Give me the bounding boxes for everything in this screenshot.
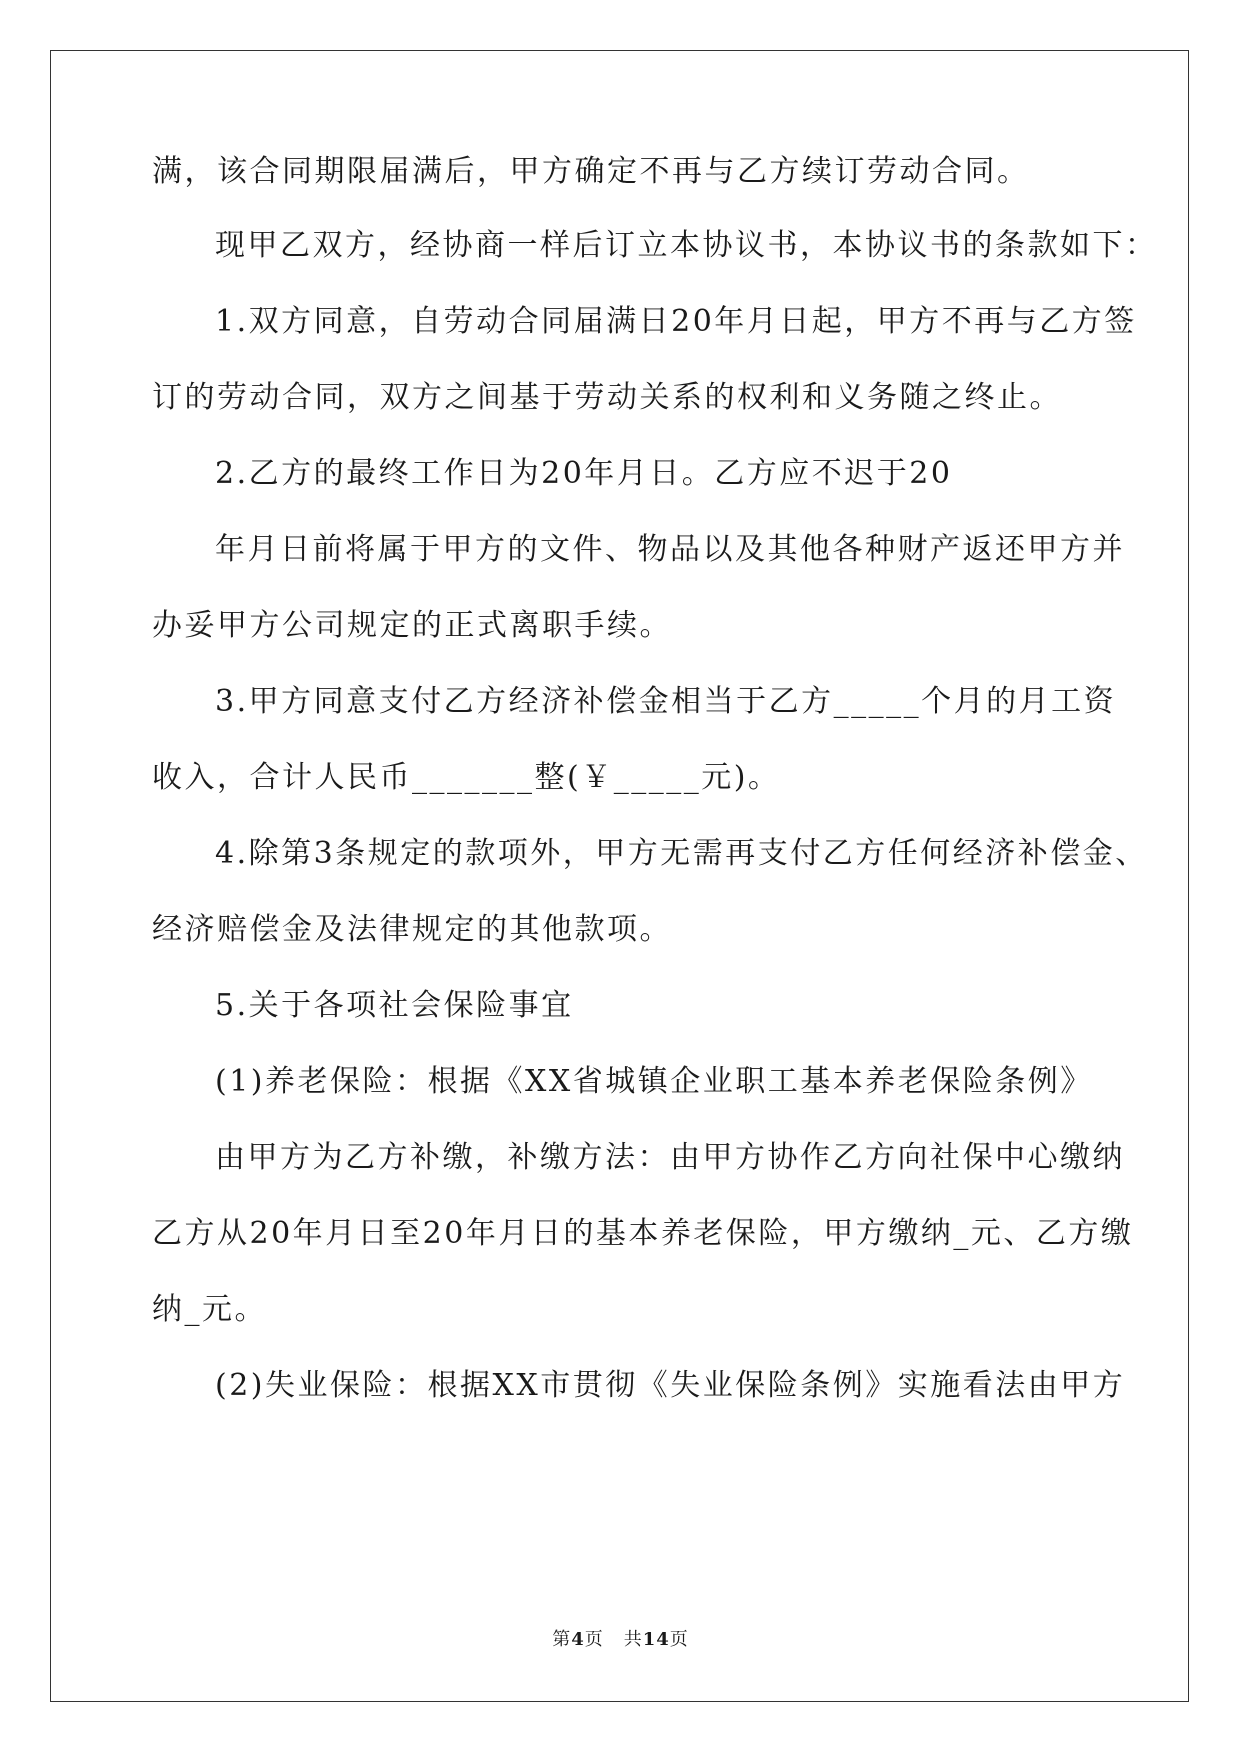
text-line: 办妥甲方公司规定的正式离职手续。 xyxy=(152,608,672,643)
text-line: 经济赔偿金及法律规定的其他款项。 xyxy=(152,912,672,947)
text-line: (2)失业保险：根据XX市贯彻《失业保险条例》实施看法由甲方 xyxy=(215,1368,1126,1403)
text-line: (1)养老保险：根据《XX省城镇企业职工基本养老保险条例》 xyxy=(215,1064,1093,1099)
text-line: 纳_元。 xyxy=(152,1292,267,1327)
text-line: 满，该合同期限届满后，甲方确定不再与乙方续订劳动合同。 xyxy=(152,154,1030,189)
page-current: 4 xyxy=(571,1629,585,1650)
page-suffix: 页 xyxy=(584,1629,604,1650)
page-footer xyxy=(0,1628,1241,1652)
text-line: 3.甲方同意支付乙方经济补偿金相当于乙方_____个月的月工资 xyxy=(215,684,1117,719)
total-suffix: 页 xyxy=(669,1629,689,1650)
total-prefix: 共 xyxy=(623,1629,643,1650)
page-prefix: 第 xyxy=(552,1629,572,1650)
text-line: 1.双方同意，自劳动合同届满日20年月日起，甲方不再与乙方签 xyxy=(215,304,1137,339)
text-line: 4.除第3条规定的款项外，甲方无需再支付乙方任何经济补偿金、 xyxy=(215,836,1148,871)
page-border xyxy=(50,50,1189,1702)
text-line: 收入，合计人民币_______整(￥_____元)。 xyxy=(152,760,781,795)
page-total: 14 xyxy=(642,1629,670,1650)
text-line: 年月日前将属于甲方的文件、物品以及其他各种财产返还甲方并 xyxy=(215,532,1125,567)
text-line: 由甲方为乙方补缴，补缴方法：由甲方协作乙方向社保中心缴纳 xyxy=(215,1140,1125,1175)
text-line: 5.关于各项社会保险事宜 xyxy=(215,988,574,1023)
text-line: 2.乙方的最终工作日为20年月日。乙方应不迟于20 xyxy=(215,456,953,491)
text-line: 现甲乙双方，经协商一样后订立本协议书，本协议书的条款如下： xyxy=(215,228,1158,263)
text-line: 订的劳动合同，双方之间基于劳动关系的权利和义务随之终止。 xyxy=(152,380,1062,415)
text-line: 乙方从20年月日至20年月日的基本养老保险，甲方缴纳_元、乙方缴 xyxy=(152,1216,1134,1251)
